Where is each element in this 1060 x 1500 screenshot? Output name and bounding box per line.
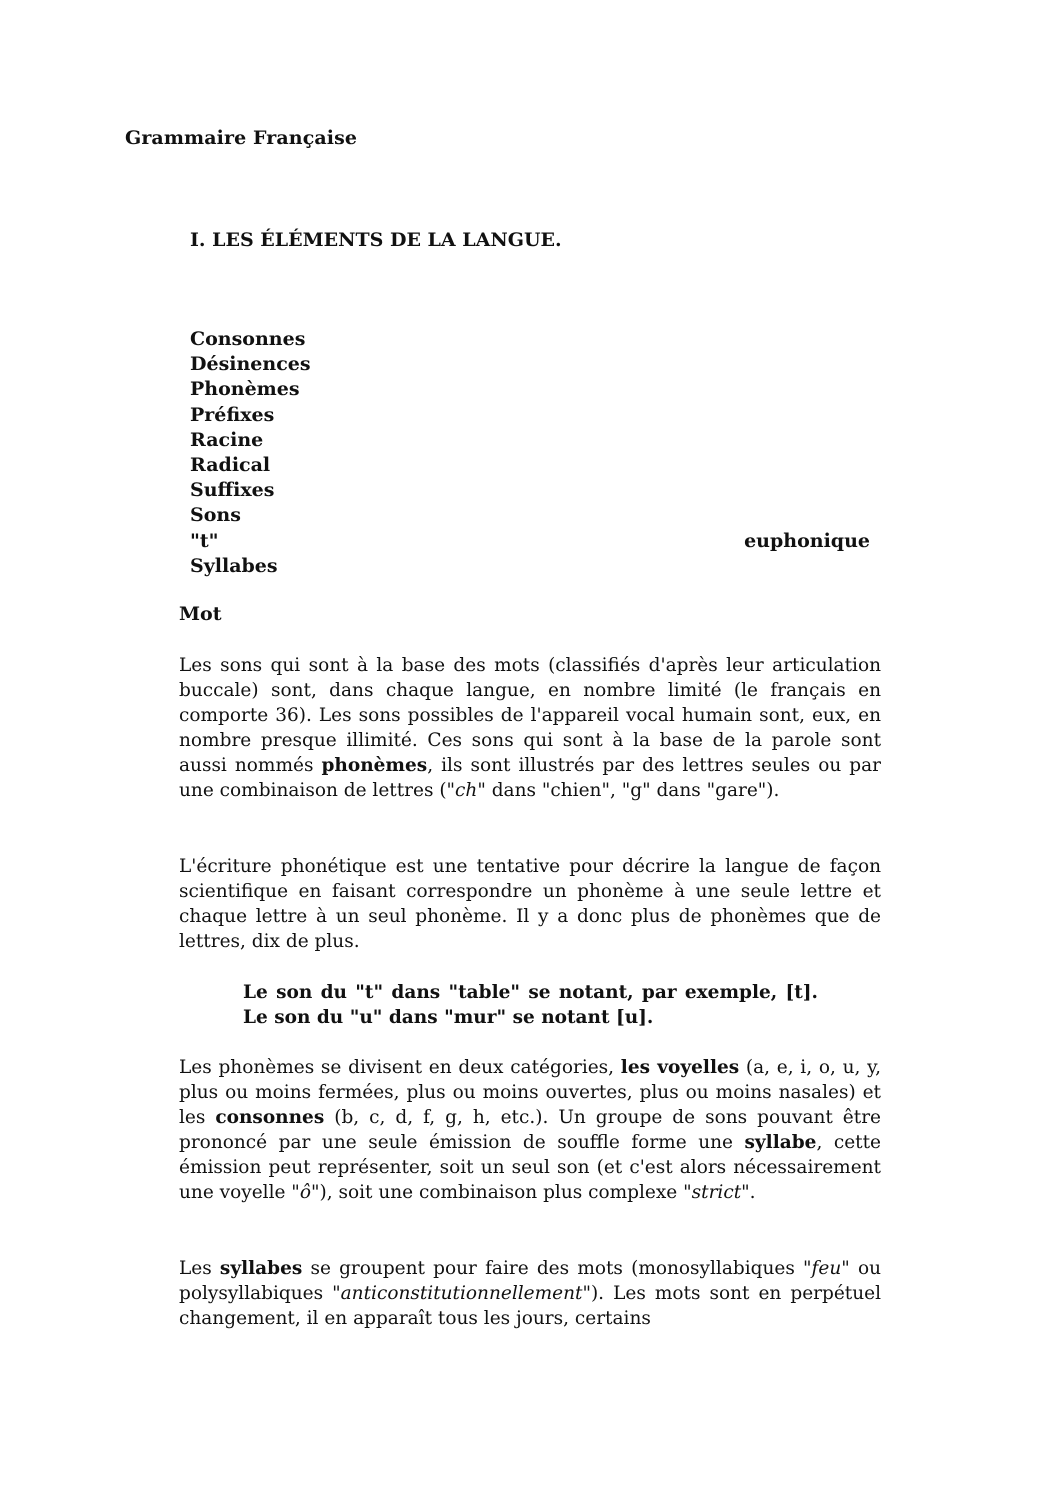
list-item — [190, 453, 311, 478]
paragraph-categories — [179, 1055, 881, 1205]
text-run: "), soit une combinaison plus complexe " — [310, 1182, 692, 1203]
list-item-label: Consonnes — [190, 328, 306, 350]
italic-term: anticonstitutionnellement — [340, 1283, 583, 1304]
text-run: , cette émission peut représenter, soit un seul son (et c'est alors nécessairement une voyelle " — [179, 1132, 881, 1203]
bold-term: les voyelles — [620, 1057, 740, 1078]
text-run: Les sons qui sont à la base des mots (classifiés d'après leur articulation buccale) sont, dans chaque langue, en nombre limité (le français en comporte 36). Les sons possibles de l'appareil vocal humain sont, eux, en nombre presque illimité. Ces sons qui sont à la base de la parole sont aussi nommés — [179, 655, 881, 776]
bold-term: consonnes — [215, 1107, 325, 1128]
text-run: " dans "chien", "g" dans "gare"). — [477, 780, 780, 801]
list-item-label: Racine — [190, 428, 264, 451]
list-item-label: Préfixes — [190, 403, 275, 426]
bold-term: syllabe — [744, 1132, 817, 1153]
list-item-suffix: euphonique — [744, 529, 870, 552]
example-block: Le son du "t" dans "table" se notant, par exemple, [t]. Le son du "u" dans "mur" se notant [u]. — [243, 982, 818, 1028]
text-run: ". — [741, 1182, 756, 1203]
list-item-label: "t" — [190, 529, 219, 552]
list-item-label: Suffixes — [190, 479, 275, 502]
list-item-label: Phonèmes — [190, 378, 300, 401]
text-run: Les phonèmes se divisent en deux catégories, — [179, 1057, 621, 1078]
paragraph-syllabes — [179, 1256, 881, 1331]
element-list — [190, 327, 870, 579]
italic-term: strict — [691, 1182, 742, 1203]
list-item — [190, 403, 311, 428]
italic-term: feu — [811, 1258, 842, 1279]
list-item-label: Sons — [190, 504, 241, 527]
list-item — [190, 529, 870, 554]
list-item — [190, 327, 311, 352]
list-item — [190, 352, 311, 377]
paragraph-ecriture-phonetique: L'écriture phonétique est une tentative pour décrire la langue de façon scientifique en faisant correspondre un phonème à une seule lettre et chaque lettre à un seul phonème. Il y a donc plus de phonèmes que de lettres, dix de plus. — [179, 856, 881, 952]
text-run: " ou polysyllabiques " — [179, 1258, 881, 1304]
bold-term: phonèmes — [321, 755, 428, 776]
list-item — [190, 377, 311, 402]
text-run: (b, c, d, f, g, h, etc.). Un groupe de sons pouvant être prononcé par une seule émission de souffle forme une — [179, 1107, 881, 1153]
text-run: se groupent pour faire des mots (monosyllabiques " — [302, 1258, 812, 1279]
text-run: "). Les mots sont en perpétuel changement, il en apparaît tous les jours, certains — [179, 1283, 881, 1329]
italic-term: ô — [299, 1182, 311, 1203]
text-run: , ils sont illustrés par des lettres seules ou par une combinaison de lettres (" — [179, 755, 881, 801]
paragraph-sons — [179, 653, 881, 803]
subheading: Mot — [179, 603, 222, 625]
list-item — [190, 503, 311, 528]
section-title: I. LES ÉLÉMENTS DE LA LANGUE. — [190, 229, 562, 251]
italic-term: ch — [455, 780, 478, 801]
list-item — [190, 428, 311, 453]
bold-term: syllabes — [219, 1258, 303, 1279]
list-item-label: Syllabes — [190, 554, 278, 577]
document-title: Grammaire Française — [125, 127, 358, 149]
list-item — [190, 554, 311, 579]
list-item — [190, 478, 311, 503]
list-item-label: Radical — [190, 453, 271, 476]
text-run: Les — [179, 1258, 220, 1279]
text-run: (a, e, i, o, u, y, plus ou moins fermées, plus ou moins ouvertes, plus ou moins nasales) et les — [179, 1057, 881, 1128]
list-item-label: Désinences — [190, 353, 311, 376]
